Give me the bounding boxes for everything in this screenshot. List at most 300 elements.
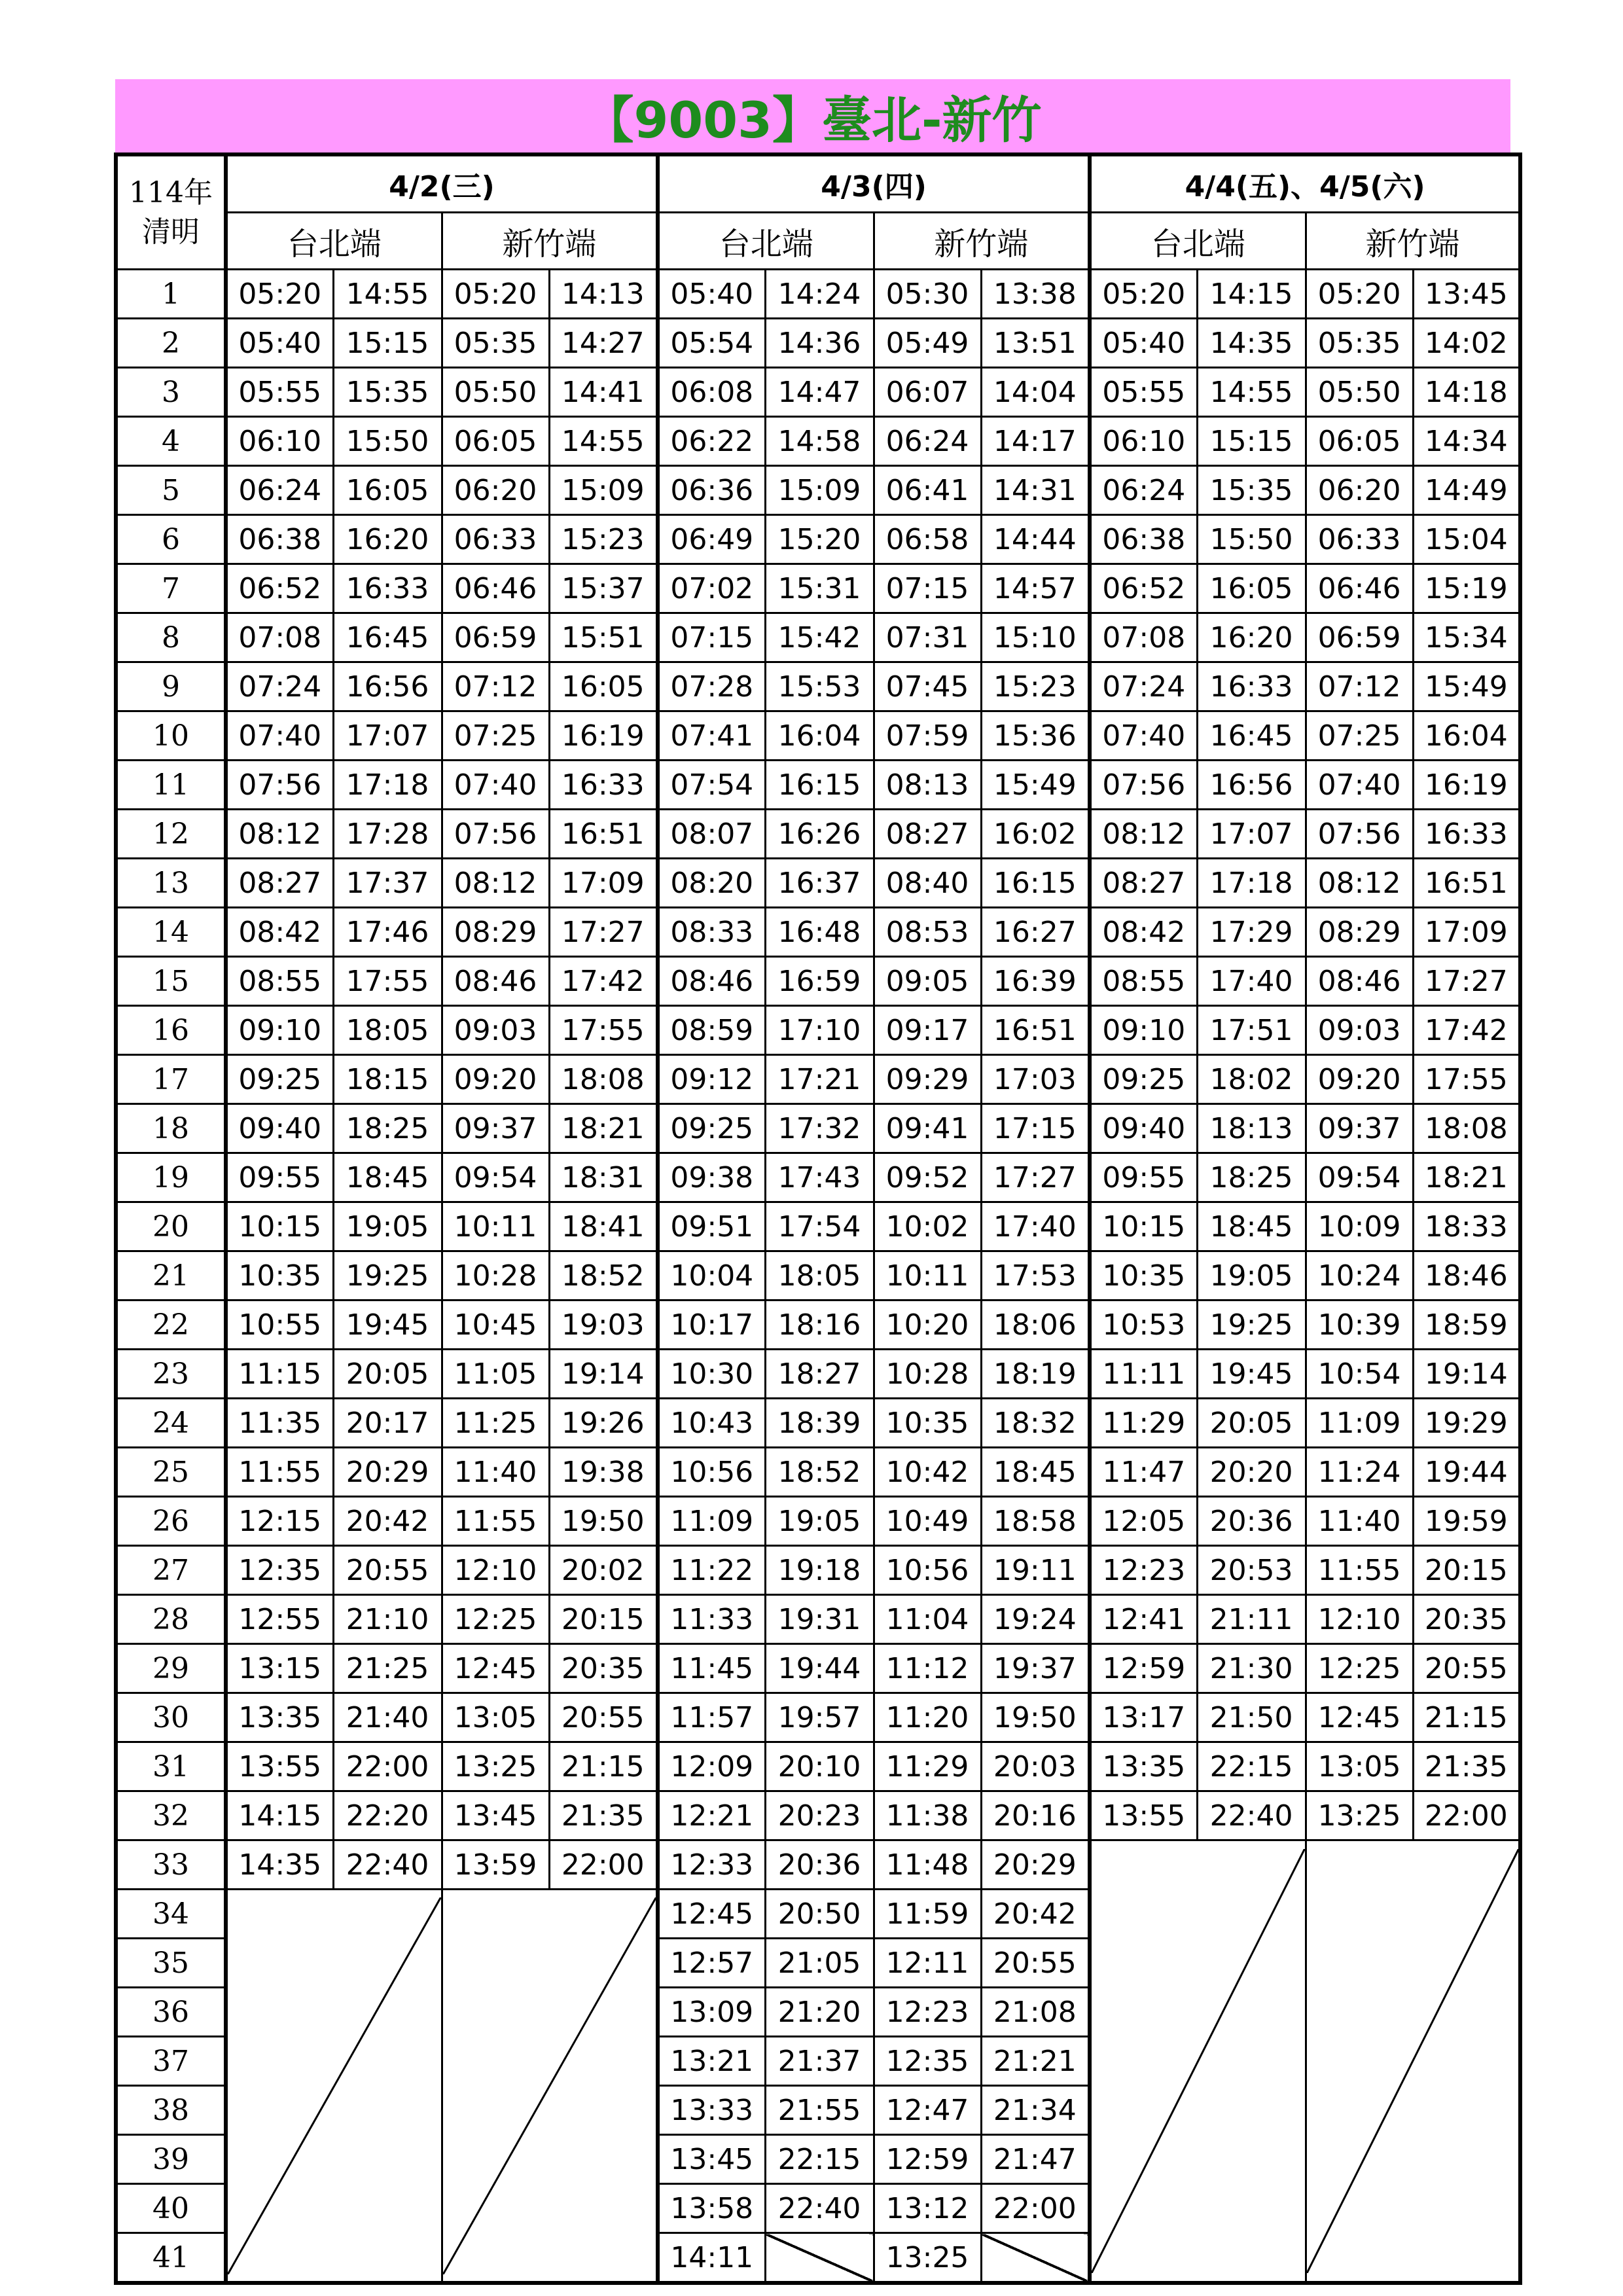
- time-cell-apr3-hsinchu-ret: 17:53: [981, 1251, 1090, 1300]
- time-cell-apr3-taipei-dep: 12:21: [658, 1791, 765, 1840]
- time-cell-apr2-hsinchu-ret: 19:03: [549, 1300, 658, 1350]
- time-cell-apr3-hsinchu-dep: 05:49: [874, 319, 981, 368]
- time-cell-apr2-hsinchu-dep: 13:05: [442, 1693, 549, 1742]
- time-cell-apr2-hsinchu-ret: 15:09: [549, 466, 658, 515]
- time-cell-apr3-taipei-dep: 07:02: [658, 564, 765, 613]
- time-cell-apr4-5-taipei-ret: 14:15: [1197, 270, 1306, 319]
- time-cell-apr3-taipei-ret: 18:39: [765, 1399, 874, 1448]
- trip-number: 1: [116, 270, 226, 319]
- time-cell-apr2-hsinchu-dep: 07:56: [442, 810, 549, 859]
- time-cell-apr2-taipei-dep: 13:55: [226, 1742, 333, 1791]
- time-cell-apr3-taipei-dep: 06:36: [658, 466, 765, 515]
- time-cell-apr2-taipei-ret: 16:20: [333, 515, 442, 564]
- time-cell-apr3-taipei-ret: 20:50: [765, 1890, 874, 1939]
- table-row: [116, 1791, 1520, 1840]
- time-cell-apr3-hsinchu-dep: 08:27: [874, 810, 981, 859]
- time-cell-apr2-taipei-dep: 06:10: [226, 417, 333, 466]
- trip-number: 38: [116, 2086, 226, 2135]
- timetable-title: 【9003】臺北-新竹: [115, 79, 1510, 152]
- time-cell-apr4-5-taipei-ret: 20:53: [1197, 1546, 1306, 1595]
- trip-number: 25: [116, 1448, 226, 1497]
- time-cell-apr4-5-hsinchu-ret: 20:55: [1413, 1644, 1520, 1693]
- time-cell-apr4-5-taipei-ret: 21:30: [1197, 1644, 1306, 1693]
- trip-number: 36: [116, 1988, 226, 2037]
- trip-number: 32: [116, 1791, 226, 1840]
- trip-number: 11: [116, 761, 226, 810]
- time-cell-apr4-5-taipei-dep: 09:10: [1090, 1006, 1197, 1055]
- trip-number: 19: [116, 1153, 226, 1202]
- trip-number: 8: [116, 613, 226, 662]
- time-cell-apr4-5-hsinchu-ret: 21:15: [1413, 1693, 1520, 1742]
- time-cell-apr2-taipei-ret: 16:56: [333, 662, 442, 711]
- time-cell-apr3-taipei-dep: 12:09: [658, 1742, 765, 1791]
- trip-number: 26: [116, 1497, 226, 1546]
- time-cell-apr3-taipei-dep: 08:33: [658, 908, 765, 957]
- trip-number: 3: [116, 368, 226, 417]
- time-cell-apr2-hsinchu-dep: 07:40: [442, 761, 549, 810]
- time-cell-apr2-taipei-dep: 13:35: [226, 1693, 333, 1742]
- time-cell-apr3-hsinchu-ret: 21:08: [981, 1988, 1090, 2037]
- time-cell-apr3-taipei-dep: 11:09: [658, 1497, 765, 1546]
- time-cell-apr4-5-taipei-ret: 16:56: [1197, 761, 1306, 810]
- time-cell-apr3-taipei-ret: 22:15: [765, 2135, 874, 2184]
- time-cell-apr2-taipei-dep: 12:15: [226, 1497, 333, 1546]
- time-cell-apr3-taipei-dep: 09:38: [658, 1153, 765, 1202]
- time-cell-apr2-taipei-ret: 19:05: [333, 1202, 442, 1251]
- time-cell-apr3-taipei-ret: 16:48: [765, 908, 874, 957]
- time-cell-apr4-5-hsinchu-dep: 07:12: [1306, 662, 1413, 711]
- no-service-diagonal: [443, 1897, 656, 2274]
- time-cell-apr3-taipei-dep: 13:45: [658, 2135, 765, 2184]
- time-cell-apr4-5-hsinchu-ret: 17:55: [1413, 1055, 1520, 1104]
- time-cell-apr3-hsinchu-ret: 20:42: [981, 1890, 1090, 1939]
- time-cell-apr3-taipei-ret: 16:26: [765, 810, 874, 859]
- time-cell-apr4-5-hsinchu-dep: 06:33: [1306, 515, 1413, 564]
- time-cell-apr4-5-taipei-ret: 20:36: [1197, 1497, 1306, 1546]
- time-cell-apr4-5-hsinchu-dep: 08:12: [1306, 859, 1413, 908]
- year-label: 114年: [129, 175, 213, 209]
- trip-number: 29: [116, 1644, 226, 1693]
- time-cell-apr4-5-hsinchu-dep: 05:50: [1306, 368, 1413, 417]
- time-cell-apr2-hsinchu-ret: 19:38: [549, 1448, 658, 1497]
- time-cell-apr3-hsinchu-ret: 16:27: [981, 908, 1090, 957]
- trip-number: 30: [116, 1693, 226, 1742]
- time-cell-apr4-5-taipei-dep: 09:25: [1090, 1055, 1197, 1104]
- time-cell-apr2-hsinchu-ret: 15:51: [549, 613, 658, 662]
- time-cell-apr3-hsinchu-dep: 10:49: [874, 1497, 981, 1546]
- time-cell-apr3-taipei-ret: 18:52: [765, 1448, 874, 1497]
- time-cell-apr2-hsinchu-dep: 06:46: [442, 564, 549, 613]
- time-cell-apr2-taipei-ret: 21:40: [333, 1693, 442, 1742]
- time-cell-apr3-hsinchu-ret: 21:21: [981, 2037, 1090, 2086]
- time-cell-apr2-taipei-dep: 10:55: [226, 1300, 333, 1350]
- time-cell-apr4-5-hsinchu-ret: 20:35: [1413, 1595, 1520, 1644]
- time-cell-apr4-5-hsinchu-ret: 19:44: [1413, 1448, 1520, 1497]
- time-cell-apr3-hsinchu-dep: 10:11: [874, 1251, 981, 1300]
- time-cell-apr4-5-hsinchu-dep: 06:20: [1306, 466, 1413, 515]
- table-row: [116, 1497, 1520, 1546]
- time-cell-apr3-taipei-ret: 21:55: [765, 2086, 874, 2135]
- table-row: [116, 1055, 1520, 1104]
- time-cell-apr3-taipei-ret: 16:37: [765, 859, 874, 908]
- table-row: [116, 1153, 1520, 1202]
- time-cell-apr2-taipei-ret: 15:35: [333, 368, 442, 417]
- time-cell-apr3-taipei-dep: 09:51: [658, 1202, 765, 1251]
- time-cell-apr2-hsinchu-dep: 11:40: [442, 1448, 549, 1497]
- table-row: [116, 761, 1520, 810]
- time-cell-apr2-hsinchu-dep: 07:12: [442, 662, 549, 711]
- time-cell-apr4-5-taipei-dep: 09:55: [1090, 1153, 1197, 1202]
- no-service-slash: [981, 2233, 1090, 2284]
- trip-number: 20: [116, 1202, 226, 1251]
- date-header-apr2: 4/2(三): [226, 154, 658, 213]
- trip-number: 5: [116, 466, 226, 515]
- time-cell-apr3-taipei-dep: 11:57: [658, 1693, 765, 1742]
- trip-number: 17: [116, 1055, 226, 1104]
- time-cell-apr4-5-taipei-ret: 14:35: [1197, 319, 1306, 368]
- time-cell-apr3-taipei-dep: 06:22: [658, 417, 765, 466]
- time-cell-apr3-taipei-dep: 09:12: [658, 1055, 765, 1104]
- time-cell-apr4-5-hsinchu-dep: 09:03: [1306, 1006, 1413, 1055]
- time-cell-apr3-taipei-ret: 20:23: [765, 1791, 874, 1840]
- time-cell-apr4-5-hsinchu-dep: 11:09: [1306, 1399, 1413, 1448]
- time-cell-apr2-hsinchu-ret: 18:52: [549, 1251, 658, 1300]
- time-cell-apr4-5-taipei-dep: 07:40: [1090, 711, 1197, 761]
- no-service-diagonal: [1092, 1849, 1305, 2273]
- time-cell-apr4-5-hsinchu-ret: 15:34: [1413, 613, 1520, 662]
- time-cell-apr4-5-hsinchu-dep: 06:59: [1306, 613, 1413, 662]
- time-cell-apr4-5-taipei-ret: 16:05: [1197, 564, 1306, 613]
- time-cell-apr3-taipei-dep: 11:45: [658, 1644, 765, 1693]
- time-cell-apr3-taipei-dep: 14:11: [658, 2233, 765, 2284]
- time-cell-apr3-taipei-dep: 09:25: [658, 1104, 765, 1153]
- time-cell-apr3-taipei-ret: 19:18: [765, 1546, 874, 1595]
- time-cell-apr3-hsinchu-ret: 22:00: [981, 2184, 1090, 2233]
- time-cell-apr4-5-taipei-dep: 06:38: [1090, 515, 1197, 564]
- trip-number: 31: [116, 1742, 226, 1791]
- time-cell-apr4-5-hsinchu-ret: 15:19: [1413, 564, 1520, 613]
- table-row: [116, 859, 1520, 908]
- time-cell-apr3-taipei-ret: 17:32: [765, 1104, 874, 1153]
- time-cell-apr2-hsinchu-ret: 17:55: [549, 1006, 658, 1055]
- time-cell-apr2-taipei-ret: 19:25: [333, 1251, 442, 1300]
- time-cell-apr2-taipei-ret: 21:25: [333, 1644, 442, 1693]
- time-cell-apr2-hsinchu-dep: 13:59: [442, 1840, 549, 1890]
- time-cell-apr4-5-hsinchu-ret: 21:35: [1413, 1742, 1520, 1791]
- time-cell-apr4-5-taipei-ret: 19:25: [1197, 1300, 1306, 1350]
- time-cell-apr4-5-hsinchu-dep: 12:25: [1306, 1644, 1413, 1693]
- time-cell-apr2-taipei-dep: 10:35: [226, 1251, 333, 1300]
- table-row: [116, 515, 1520, 564]
- time-cell-apr2-hsinchu-ret: 20:55: [549, 1693, 658, 1742]
- time-cell-apr2-taipei-ret: 21:10: [333, 1595, 442, 1644]
- time-cell-apr3-hsinchu-ret: 15:36: [981, 711, 1090, 761]
- time-cell-apr2-hsinchu-dep: 06:20: [442, 466, 549, 515]
- time-cell-apr2-hsinchu-dep: 12:25: [442, 1595, 549, 1644]
- time-cell-apr2-taipei-ret: 22:00: [333, 1742, 442, 1791]
- time-cell-apr2-hsinchu-dep: 09:37: [442, 1104, 549, 1153]
- trip-number: 28: [116, 1595, 226, 1644]
- time-cell-apr4-5-hsinchu-dep: 11:24: [1306, 1448, 1413, 1497]
- time-cell-apr2-taipei-dep: 09:40: [226, 1104, 333, 1153]
- time-cell-apr2-taipei-ret: 17:37: [333, 859, 442, 908]
- trip-number: 9: [116, 662, 226, 711]
- time-cell-apr3-hsinchu-ret: 14:04: [981, 368, 1090, 417]
- time-cell-apr4-5-taipei-dep: 11:11: [1090, 1350, 1197, 1399]
- time-cell-apr2-hsinchu-dep: 05:50: [442, 368, 549, 417]
- table-row: [116, 810, 1520, 859]
- time-cell-apr3-hsinchu-ret: 17:15: [981, 1104, 1090, 1153]
- time-cell-apr3-hsinchu-dep: 13:25: [874, 2233, 981, 2284]
- time-cell-apr4-5-taipei-dep: 08:55: [1090, 957, 1197, 1006]
- time-cell-apr2-hsinchu-dep: 08:12: [442, 859, 549, 908]
- holiday-label: 清明: [142, 215, 200, 249]
- table-row: [116, 1202, 1520, 1251]
- time-cell-apr3-hsinchu-dep: 10:20: [874, 1300, 981, 1350]
- time-cell-apr3-taipei-dep: 10:17: [658, 1300, 765, 1350]
- time-cell-apr2-hsinchu-ret: 22:00: [549, 1840, 658, 1890]
- time-cell-apr2-taipei-ret: 17:18: [333, 761, 442, 810]
- time-cell-apr4-5-taipei-dep: 10:15: [1090, 1202, 1197, 1251]
- time-cell-apr2-hsinchu-ret: 16:33: [549, 761, 658, 810]
- time-cell-apr2-hsinchu-dep: 11:25: [442, 1399, 549, 1448]
- time-cell-apr4-5-taipei-dep: 07:24: [1090, 662, 1197, 711]
- time-cell-apr2-hsinchu-dep: 06:59: [442, 613, 549, 662]
- time-cell-apr4-5-hsinchu-ret: 19:29: [1413, 1399, 1520, 1448]
- time-cell-apr4-5-hsinchu-ret: 15:49: [1413, 662, 1520, 711]
- time-cell-apr2-taipei-ret: 16:05: [333, 466, 442, 515]
- time-cell-apr3-hsinchu-dep: 07:15: [874, 564, 981, 613]
- table-row: [116, 1840, 1520, 1890]
- time-cell-apr3-taipei-ret: 14:36: [765, 319, 874, 368]
- time-cell-apr3-hsinchu-ret: 15:10: [981, 613, 1090, 662]
- time-cell-apr3-hsinchu-dep: 11:29: [874, 1742, 981, 1791]
- time-cell-apr3-hsinchu-ret: 16:51: [981, 1006, 1090, 1055]
- time-cell-apr3-hsinchu-ret: 13:38: [981, 270, 1090, 319]
- time-cell-apr3-hsinchu-ret: 14:57: [981, 564, 1090, 613]
- time-cell-apr3-hsinchu-dep: 12:59: [874, 2135, 981, 2184]
- time-cell-apr3-hsinchu-dep: 08:40: [874, 859, 981, 908]
- time-cell-apr2-hsinchu-ret: 16:51: [549, 810, 658, 859]
- table-row: [116, 417, 1520, 466]
- time-cell-apr4-5-taipei-ret: 21:11: [1197, 1595, 1306, 1644]
- time-cell-apr4-5-taipei-dep: 06:10: [1090, 417, 1197, 466]
- time-cell-apr2-hsinchu-dep: 11:05: [442, 1350, 549, 1399]
- time-cell-apr4-5-taipei-dep: 13:17: [1090, 1693, 1197, 1742]
- time-cell-apr4-5-taipei-ret: 17:29: [1197, 908, 1306, 957]
- time-cell-apr4-5-taipei-ret: 17:51: [1197, 1006, 1306, 1055]
- time-cell-apr4-5-hsinchu-ret: 16:19: [1413, 761, 1520, 810]
- time-cell-apr3-taipei-dep: 13:58: [658, 2184, 765, 2233]
- time-cell-apr3-hsinchu-ret: 18:32: [981, 1399, 1090, 1448]
- time-cell-apr2-taipei-dep: 11:15: [226, 1350, 333, 1399]
- time-cell-apr4-5-hsinchu-ret: 16:33: [1413, 810, 1520, 859]
- table-row: [116, 613, 1520, 662]
- time-cell-apr3-hsinchu-dep: 08:13: [874, 761, 981, 810]
- time-cell-apr4-5-taipei-dep: 05:55: [1090, 368, 1197, 417]
- no-service-block: [442, 1890, 658, 2284]
- time-cell-apr4-5-hsinchu-dep: 10:09: [1306, 1202, 1413, 1251]
- time-cell-apr4-5-hsinchu-dep: 07:56: [1306, 810, 1413, 859]
- time-cell-apr3-hsinchu-dep: 06:24: [874, 417, 981, 466]
- time-cell-apr3-hsinchu-dep: 10:28: [874, 1350, 981, 1399]
- time-cell-apr2-taipei-ret: 17:28: [333, 810, 442, 859]
- time-cell-apr3-hsinchu-dep: 09:17: [874, 1006, 981, 1055]
- time-cell-apr2-hsinchu-ret: 18:31: [549, 1153, 658, 1202]
- no-service-slash: [765, 2233, 874, 2284]
- time-cell-apr4-5-taipei-ret: 18:45: [1197, 1202, 1306, 1251]
- time-cell-apr4-5-taipei-dep: 12:23: [1090, 1546, 1197, 1595]
- time-cell-apr3-taipei-ret: 14:24: [765, 270, 874, 319]
- time-cell-apr4-5-taipei-dep: 11:47: [1090, 1448, 1197, 1497]
- time-cell-apr3-hsinchu-dep: 07:45: [874, 662, 981, 711]
- time-cell-apr2-taipei-dep: 08:55: [226, 957, 333, 1006]
- time-cell-apr2-hsinchu-dep: 09:20: [442, 1055, 549, 1104]
- time-cell-apr3-taipei-ret: 20:36: [765, 1840, 874, 1890]
- time-cell-apr2-hsinchu-dep: 10:11: [442, 1202, 549, 1251]
- time-cell-apr4-5-taipei-ret: 18:25: [1197, 1153, 1306, 1202]
- time-cell-apr2-taipei-ret: 22:40: [333, 1840, 442, 1890]
- time-cell-apr3-hsinchu-dep: 07:59: [874, 711, 981, 761]
- time-cell-apr3-hsinchu-ret: 16:02: [981, 810, 1090, 859]
- time-cell-apr2-taipei-dep: 09:55: [226, 1153, 333, 1202]
- time-cell-apr4-5-hsinchu-dep: 10:54: [1306, 1350, 1413, 1399]
- time-cell-apr2-hsinchu-dep: 12:45: [442, 1644, 549, 1693]
- date-header-apr4-5: 4/4(五)、4/5(六): [1090, 154, 1520, 213]
- time-cell-apr3-hsinchu-ret: 19:24: [981, 1595, 1090, 1644]
- time-cell-apr3-taipei-dep: 05:54: [658, 319, 765, 368]
- time-cell-apr3-hsinchu-dep: 12:23: [874, 1988, 981, 2037]
- trip-number: 2: [116, 319, 226, 368]
- time-cell-apr3-hsinchu-ret: 20:29: [981, 1840, 1090, 1890]
- time-cell-apr2-taipei-dep: 09:25: [226, 1055, 333, 1104]
- time-cell-apr3-taipei-ret: 17:43: [765, 1153, 874, 1202]
- time-cell-apr4-5-hsinchu-dep: 10:24: [1306, 1251, 1413, 1300]
- time-cell-apr3-hsinchu-ret: 18:19: [981, 1350, 1090, 1399]
- time-cell-apr3-taipei-dep: 07:28: [658, 662, 765, 711]
- time-cell-apr2-hsinchu-ret: 21:35: [549, 1791, 658, 1840]
- time-cell-apr2-hsinchu-dep: 10:45: [442, 1300, 549, 1350]
- time-cell-apr3-taipei-dep: 13:21: [658, 2037, 765, 2086]
- time-cell-apr3-hsinchu-ret: 17:03: [981, 1055, 1090, 1104]
- time-cell-apr3-taipei-ret: 15:53: [765, 662, 874, 711]
- time-cell-apr4-5-hsinchu-ret: 13:45: [1413, 270, 1520, 319]
- time-cell-apr2-taipei-dep: 14:15: [226, 1791, 333, 1840]
- time-cell-apr3-taipei-ret: 20:10: [765, 1742, 874, 1791]
- time-cell-apr3-taipei-dep: 11:22: [658, 1546, 765, 1595]
- time-cell-apr3-hsinchu-dep: 11:38: [874, 1791, 981, 1840]
- time-cell-apr3-taipei-ret: 17:21: [765, 1055, 874, 1104]
- time-cell-apr3-taipei-ret: 17:10: [765, 1006, 874, 1055]
- time-cell-apr4-5-hsinchu-dep: 09:54: [1306, 1153, 1413, 1202]
- time-cell-apr2-hsinchu-ret: 20:15: [549, 1595, 658, 1644]
- time-cell-apr3-hsinchu-dep: 11:48: [874, 1840, 981, 1890]
- time-cell-apr3-taipei-dep: 06:49: [658, 515, 765, 564]
- time-cell-apr4-5-hsinchu-dep: 07:40: [1306, 761, 1413, 810]
- time-cell-apr4-5-hsinchu-ret: 18:46: [1413, 1251, 1520, 1300]
- time-cell-apr4-5-taipei-dep: 05:40: [1090, 319, 1197, 368]
- time-cell-apr3-hsinchu-dep: 06:41: [874, 466, 981, 515]
- time-cell-apr4-5-hsinchu-ret: 18:33: [1413, 1202, 1520, 1251]
- time-cell-apr2-hsinchu-ret: 20:02: [549, 1546, 658, 1595]
- time-cell-apr4-5-hsinchu-dep: 05:20: [1306, 270, 1413, 319]
- time-cell-apr3-hsinchu-dep: 11:20: [874, 1693, 981, 1742]
- table-row: [116, 662, 1520, 711]
- time-cell-apr3-hsinchu-ret: 20:03: [981, 1742, 1090, 1791]
- time-cell-apr4-5-taipei-dep: 09:40: [1090, 1104, 1197, 1153]
- table-row: [116, 1006, 1520, 1055]
- time-cell-apr3-taipei-ret: 15:09: [765, 466, 874, 515]
- time-cell-apr2-taipei-dep: 05:55: [226, 368, 333, 417]
- terminal-header-hsinchu: 新竹端: [1306, 213, 1520, 270]
- time-cell-apr4-5-taipei-dep: 05:20: [1090, 270, 1197, 319]
- time-cell-apr2-hsinchu-dep: 09:03: [442, 1006, 549, 1055]
- time-cell-apr4-5-taipei-ret: 20:20: [1197, 1448, 1306, 1497]
- time-cell-apr4-5-hsinchu-ret: 14:34: [1413, 417, 1520, 466]
- time-cell-apr4-5-hsinchu-dep: 06:46: [1306, 564, 1413, 613]
- time-cell-apr4-5-hsinchu-dep: 12:10: [1306, 1595, 1413, 1644]
- time-cell-apr4-5-taipei-ret: 21:50: [1197, 1693, 1306, 1742]
- trip-number: 27: [116, 1546, 226, 1595]
- time-cell-apr3-taipei-dep: 07:41: [658, 711, 765, 761]
- time-cell-apr3-taipei-dep: 07:54: [658, 761, 765, 810]
- time-cell-apr3-hsinchu-dep: 06:07: [874, 368, 981, 417]
- trip-number: 21: [116, 1251, 226, 1300]
- time-cell-apr3-taipei-ret: 21:05: [765, 1939, 874, 1988]
- time-cell-apr4-5-taipei-dep: 11:29: [1090, 1399, 1197, 1448]
- time-cell-apr4-5-hsinchu-ret: 17:42: [1413, 1006, 1520, 1055]
- terminal-header-taipei: 台北端: [226, 213, 442, 270]
- time-cell-apr3-hsinchu-dep: 10:02: [874, 1202, 981, 1251]
- time-cell-apr2-taipei-dep: 11:35: [226, 1399, 333, 1448]
- time-cell-apr3-hsinchu-dep: 09:41: [874, 1104, 981, 1153]
- time-cell-apr3-taipei-dep: 11:33: [658, 1595, 765, 1644]
- table-row: [116, 319, 1520, 368]
- time-cell-apr3-hsinchu-dep: 09:29: [874, 1055, 981, 1104]
- trip-number: 12: [116, 810, 226, 859]
- time-cell-apr3-hsinchu-ret: 21:34: [981, 2086, 1090, 2135]
- time-cell-apr2-hsinchu-ret: 16:19: [549, 711, 658, 761]
- time-cell-apr2-hsinchu-dep: 10:28: [442, 1251, 549, 1300]
- time-cell-apr4-5-hsinchu-ret: 17:27: [1413, 957, 1520, 1006]
- time-cell-apr2-taipei-ret: 20:29: [333, 1448, 442, 1497]
- trip-number: 16: [116, 1006, 226, 1055]
- time-cell-apr4-5-taipei-ret: 22:40: [1197, 1791, 1306, 1840]
- time-cell-apr2-taipei-dep: 05:20: [226, 270, 333, 319]
- time-cell-apr2-hsinchu-ret: 18:21: [549, 1104, 658, 1153]
- time-cell-apr4-5-hsinchu-ret: 19:14: [1413, 1350, 1520, 1399]
- time-cell-apr4-5-taipei-dep: 12:41: [1090, 1595, 1197, 1644]
- time-cell-apr2-hsinchu-ret: 15:23: [549, 515, 658, 564]
- terminal-header-hsinchu: 新竹端: [442, 213, 658, 270]
- time-cell-apr3-taipei-dep: 12:33: [658, 1840, 765, 1890]
- time-cell-apr3-taipei-ret: 21:37: [765, 2037, 874, 2086]
- time-cell-apr4-5-hsinchu-dep: 11:40: [1306, 1497, 1413, 1546]
- time-cell-apr3-hsinchu-ret: 16:15: [981, 859, 1090, 908]
- time-cell-apr4-5-hsinchu-ret: 18:59: [1413, 1300, 1520, 1350]
- time-cell-apr4-5-taipei-dep: 10:53: [1090, 1300, 1197, 1350]
- time-cell-apr3-taipei-dep: 08:20: [658, 859, 765, 908]
- time-cell-apr2-hsinchu-dep: 05:20: [442, 270, 549, 319]
- time-cell-apr2-taipei-dep: 13:15: [226, 1644, 333, 1693]
- time-cell-apr2-taipei-dep: 06:52: [226, 564, 333, 613]
- trip-number: 40: [116, 2184, 226, 2233]
- time-cell-apr2-taipei-ret: 20:05: [333, 1350, 442, 1399]
- table-row: [116, 908, 1520, 957]
- time-cell-apr4-5-taipei-ret: 17:07: [1197, 810, 1306, 859]
- date-header-apr3: 4/3(四): [658, 154, 1090, 213]
- time-cell-apr2-hsinchu-dep: 12:10: [442, 1546, 549, 1595]
